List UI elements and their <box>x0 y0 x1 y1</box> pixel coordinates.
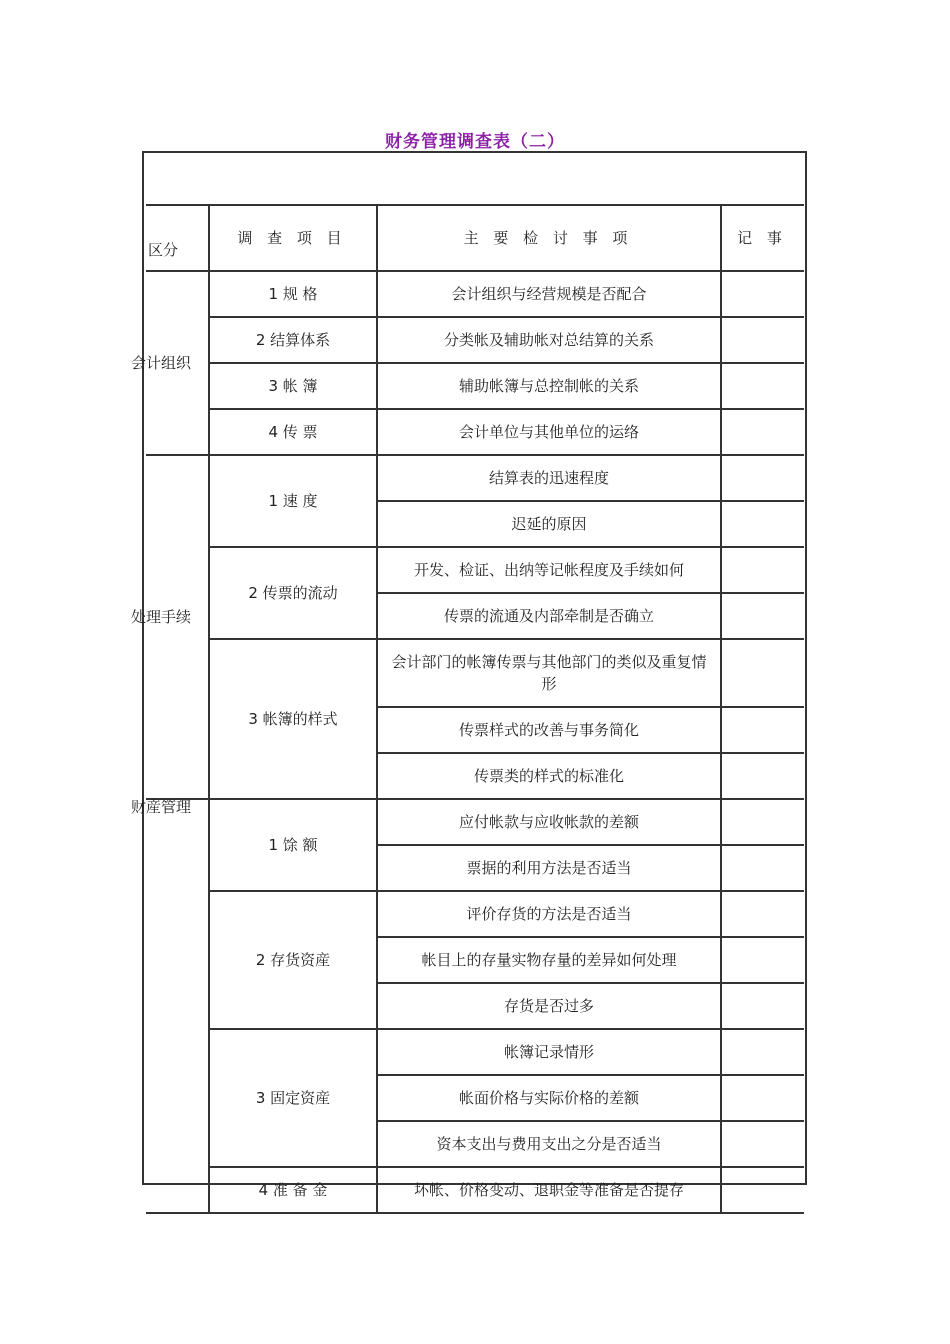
table-rule <box>720 206 722 270</box>
table-rule <box>376 798 378 892</box>
notes-cell <box>722 708 804 752</box>
matter-cell: 应付帐款与应收帐款的差额 <box>458 813 639 831</box>
notes-cell <box>722 410 804 454</box>
table-rule <box>208 798 210 892</box>
matter-cell: 会计组织与经营规模是否配合 <box>451 285 647 303</box>
matter-cell: 结算表的迅速程度 <box>488 469 609 487</box>
item-cell: 1 规 格 <box>268 285 318 303</box>
table-rule <box>376 546 378 640</box>
item-cell: 4 传 票 <box>268 423 318 441</box>
table-rule <box>720 798 722 892</box>
matter-cell: 迟延的原因 <box>511 515 587 533</box>
notes-cell <box>722 318 804 362</box>
item-cell: 4 准 备 金 <box>258 1181 328 1199</box>
item-cell: 3 帐 簿 <box>268 377 318 395</box>
item-cell: 1 速 度 <box>268 492 318 510</box>
notes-cell <box>722 456 804 500</box>
notes-cell <box>722 754 804 798</box>
table-rule <box>376 454 378 548</box>
table-rule <box>208 1212 376 1214</box>
table-rule <box>146 1212 208 1214</box>
notes-cell <box>722 548 804 592</box>
matter-cell: 辅助帐簿与总控制帐的关系 <box>458 377 639 395</box>
section-label: 财産管理 <box>131 798 192 816</box>
header-notes: 记 事 <box>737 229 787 247</box>
notes-cell <box>722 1030 804 1074</box>
table-rule <box>720 362 722 410</box>
table-rule <box>208 638 210 800</box>
matter-cell: 传票类的样式的标准化 <box>473 767 624 785</box>
matter-cell: 存货是否过多 <box>503 997 594 1015</box>
notes-cell <box>722 364 804 408</box>
table-rule <box>376 270 378 318</box>
item-cell: 3 帐簿的样式 <box>248 710 338 728</box>
table-rule <box>376 890 378 1030</box>
matter-cell: 开发、检证、出纳等记帐程度及手续如何 <box>413 561 684 579</box>
table-rule <box>720 316 722 364</box>
table-rule <box>208 270 210 318</box>
matter-cell: 分类帐及辅助帐对总结算的关系 <box>443 331 654 349</box>
table-rule <box>720 454 722 548</box>
notes-cell <box>722 1076 804 1120</box>
table-rule <box>146 454 208 456</box>
item-cell: 1 馀 额 <box>268 836 318 854</box>
matter-cell: 帐面价格与实际价格的差额 <box>458 1089 639 1107</box>
notes-cell <box>722 272 804 316</box>
table-rule <box>376 316 378 364</box>
table-rule <box>208 1166 210 1214</box>
section-label: 会计组织 <box>131 354 192 372</box>
header-category: 区分 <box>148 241 179 259</box>
table-rule <box>208 316 210 364</box>
page-title: 财务管理调查表（二） <box>385 132 565 152</box>
header-matters: 主 要 检 讨 事 项 <box>463 229 633 247</box>
section-label: 处理手续 <box>131 608 192 626</box>
table-rule <box>720 890 722 1030</box>
matter-cell: 传票样式的改善与事务简化 <box>458 721 639 739</box>
notes-cell <box>722 984 804 1028</box>
table-rule <box>720 546 722 640</box>
table-rule <box>208 206 210 270</box>
notes-cell <box>722 846 804 890</box>
table-rule <box>376 1166 378 1214</box>
item-cell: 2 存货资産 <box>255 951 331 969</box>
table-rule <box>208 1028 210 1168</box>
item-cell: 2 传票的流动 <box>248 584 338 602</box>
matter-cell: 资本支出与费用支出之分是否适当 <box>436 1135 662 1153</box>
matter-cell: 帐簿记录情形 <box>503 1043 594 1061</box>
notes-cell <box>722 502 804 546</box>
matter-cell: 会计部门的帐簿传票与其他部门的类似及重复情形 <box>391 653 707 693</box>
notes-cell <box>722 594 804 638</box>
table-rule <box>720 638 722 800</box>
table-rule <box>376 408 378 456</box>
table-rule <box>208 546 210 640</box>
notes-cell <box>722 1168 804 1212</box>
matter-cell: 帐目上的存量实物存量的差异如何处理 <box>421 951 677 969</box>
matter-cell: 坏帐、价格变动、退职金等准备是否提存 <box>413 1181 684 1199</box>
table-rule <box>720 408 722 456</box>
table-rule <box>720 1028 722 1168</box>
matter-cell: 评价存货的方法是否适当 <box>466 905 632 923</box>
notes-cell <box>722 800 804 844</box>
notes-cell <box>722 892 804 936</box>
table-rule <box>720 270 722 318</box>
matter-cell: 传票的流通及内部牵制是否确立 <box>443 607 654 625</box>
table-rule <box>720 1166 722 1214</box>
notes-cell <box>722 640 804 706</box>
item-cell: 2 结算体系 <box>255 331 331 349</box>
table-rule <box>208 454 210 548</box>
notes-cell <box>722 1122 804 1166</box>
table-rule <box>208 362 210 410</box>
header-item: 调 查 项 目 <box>237 229 347 247</box>
table-rule <box>376 206 378 270</box>
table-rule <box>208 890 210 1030</box>
table-rule <box>376 1028 378 1168</box>
table-rule <box>376 638 378 800</box>
table-rule <box>376 1212 804 1214</box>
table-rule <box>376 362 378 410</box>
table-blank-header-row <box>146 154 804 206</box>
notes-cell <box>722 938 804 982</box>
matter-cell: 票据的利用方法是否适当 <box>466 859 632 877</box>
table-rule <box>208 408 210 456</box>
matter-cell: 会计单位与其他单位的运络 <box>458 423 639 441</box>
item-cell: 3 固定资産 <box>255 1089 331 1107</box>
